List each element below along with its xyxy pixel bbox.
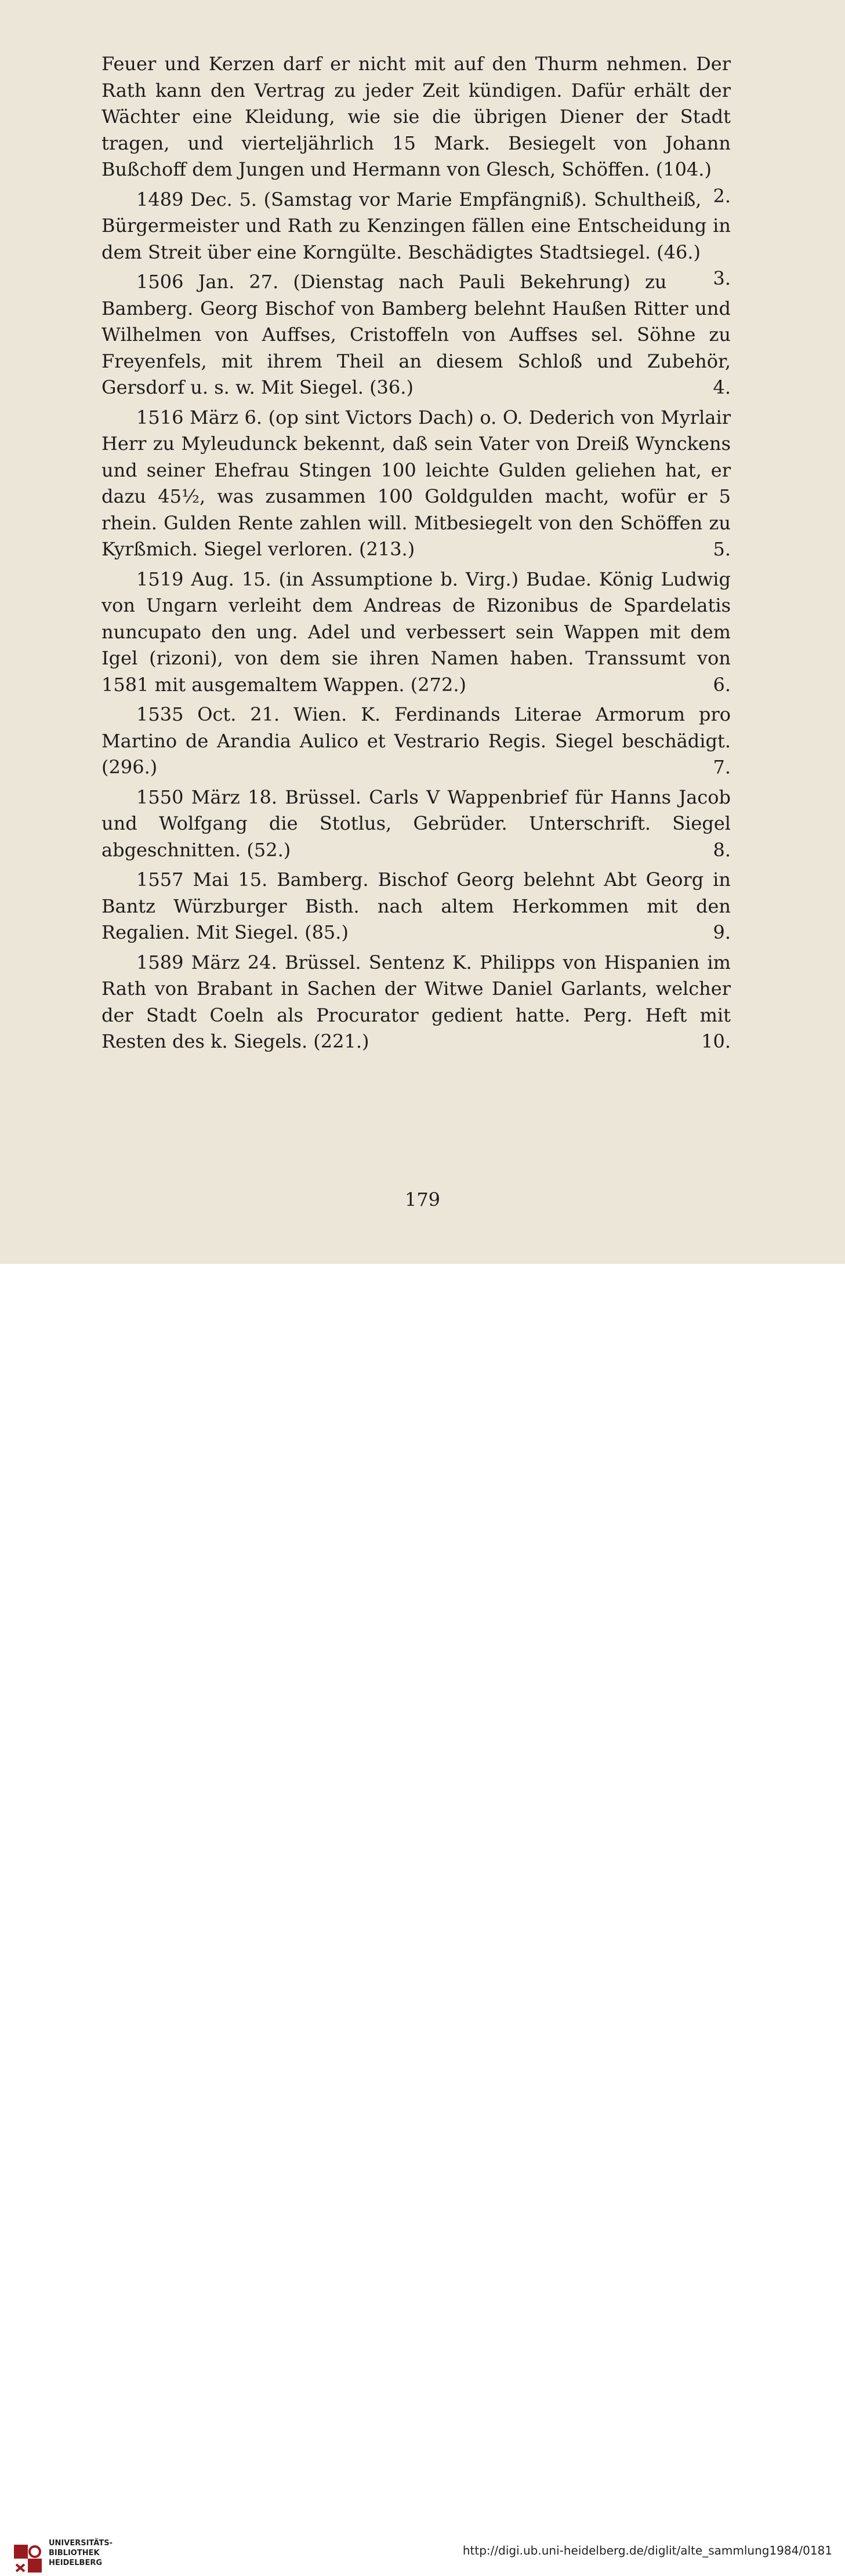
paragraph-1: Feuer und Kerzen darf er nicht mit auf den Thurm nehmen. Der Rath kann den Vertrag zu jeder Zeit kündigen. Dafür erhält der Wächter eine Kleidung, wie sie die übrigen Diener der Stadt tragen, und vierteljährlich 15 Mark. Besiegelt von Johann Bußchoff dem Jungen und Hermann von Glesch, Schöffen. (104.) 2.: [101, 51, 731, 183]
source-url[interactable]: http://digi.ub.uni-heidelberg.de/diglit/alte_sammlung1984/0181: [462, 2544, 832, 2557]
entry-number: 10.: [701, 1030, 731, 1052]
paragraph-8: 1557 Mai 15. Bamberg. Bischof Georg belehnt Abt Georg in Bantz Würzburger Bisth. nach altem Herkommen mit den Regalien. Mit Siegel. (85.) 9.: [101, 867, 731, 946]
entry-number: 8.: [713, 838, 731, 861]
paragraph-5: 1519 Aug. 15. (in Assumptione b. Virg.) Budae. König Ludwig von Ungarn verleiht dem Andreas de Rizonibus de Spardelatis nuncupato den ung. Adel und verbessert sein Wappen mit dem Igel (rizoni), von dem sie ihren Namen haben. Transsumt von 1581 mit ausgemaltem Wappen. (272.) 6.: [101, 566, 731, 699]
paragraph-2: 1489 Dec. 5. (Samstag vor Marie Empfängniß). Schultheiß, Bürgermeister und Rath zu Kenzingen fällen eine Entscheidung in dem Streit über eine Korngülte. Beschädigtes Stadtsiegel. (46.) 3.: [101, 187, 731, 266]
paragraph-9: 1589 März 24. Brüssel. Sentenz K. Philipps von Hispanien im Rath von Brabant in Sachen der Witwe Daniel Garlants, welcher der Stadt Coeln als Procurator gedient hatte. Perg. Heft mit Resten des k. Siegels. (221.) 10.: [101, 950, 731, 1055]
body-text: [101, 51, 731, 1055]
paragraph-7: 1550 März 18. Brüssel. Carls V Wappenbrief für Hanns Jacob und Wolfgang die Stotlus, Gebrüder. Unterschrift. Siegel abgeschnitten. (52.) 8.: [101, 784, 731, 864]
entry-number: 3.: [713, 267, 731, 289]
library-logo-icon: [10, 2541, 45, 2576]
entry-number: 5.: [713, 538, 731, 560]
entry-number: 9.: [713, 921, 731, 943]
page-number: 179: [404, 1189, 441, 1211]
paragraph-6: 1535 Oct. 21. Wien. K. Ferdinands Literae Armorum pro Martino de Arandia Aulico et Vestrario Regis. Siegel beschädigt. (296.) 7.: [101, 702, 731, 781]
entry-number: 2.: [713, 184, 731, 207]
document-page: [0, 0, 845, 1264]
library-name: UNIVERSITÄTS- BIBLIOTHEK HEIDELBERG: [49, 2539, 113, 2567]
footer-bar: [0, 1264, 845, 2567]
entry-number: 4.: [713, 376, 731, 398]
entry-number: 7.: [713, 756, 731, 778]
paragraph-3: 1506 Jan. 27. (Dienstag nach Pauli Bekehrung) zu Bamberg. Georg Bischof von Bamberg belehnt Haußen Ritter und Wilhelmen von Auffses, Cristoffeln von Auffses sel. Söhne zu Freyenfels, mit ihrem Theil an diesem Schloß und Zubehör, Gersdorf u. s. w. Mit Siegel. (36.) 4.: [101, 269, 731, 401]
paragraph-4: 1516 März 6. (op sint Victors Dach) o. O. Dederich von Myrlair Herr zu Myleudunck bekennt, daß sein Vater von Dreiß Wynckens und seiner Ehefrau Stingen 100 leichte Gulden geliehen hat, er dazu 45½, was zusammen 100 Goldgulden macht, wofür er 5 rhein. Gulden Rente zahlen will. Mitbesiegelt von den Schöffen zu Kyrßmich. Siegel verloren. (213.) 5.: [101, 405, 731, 563]
entry-number: 6.: [713, 673, 731, 696]
